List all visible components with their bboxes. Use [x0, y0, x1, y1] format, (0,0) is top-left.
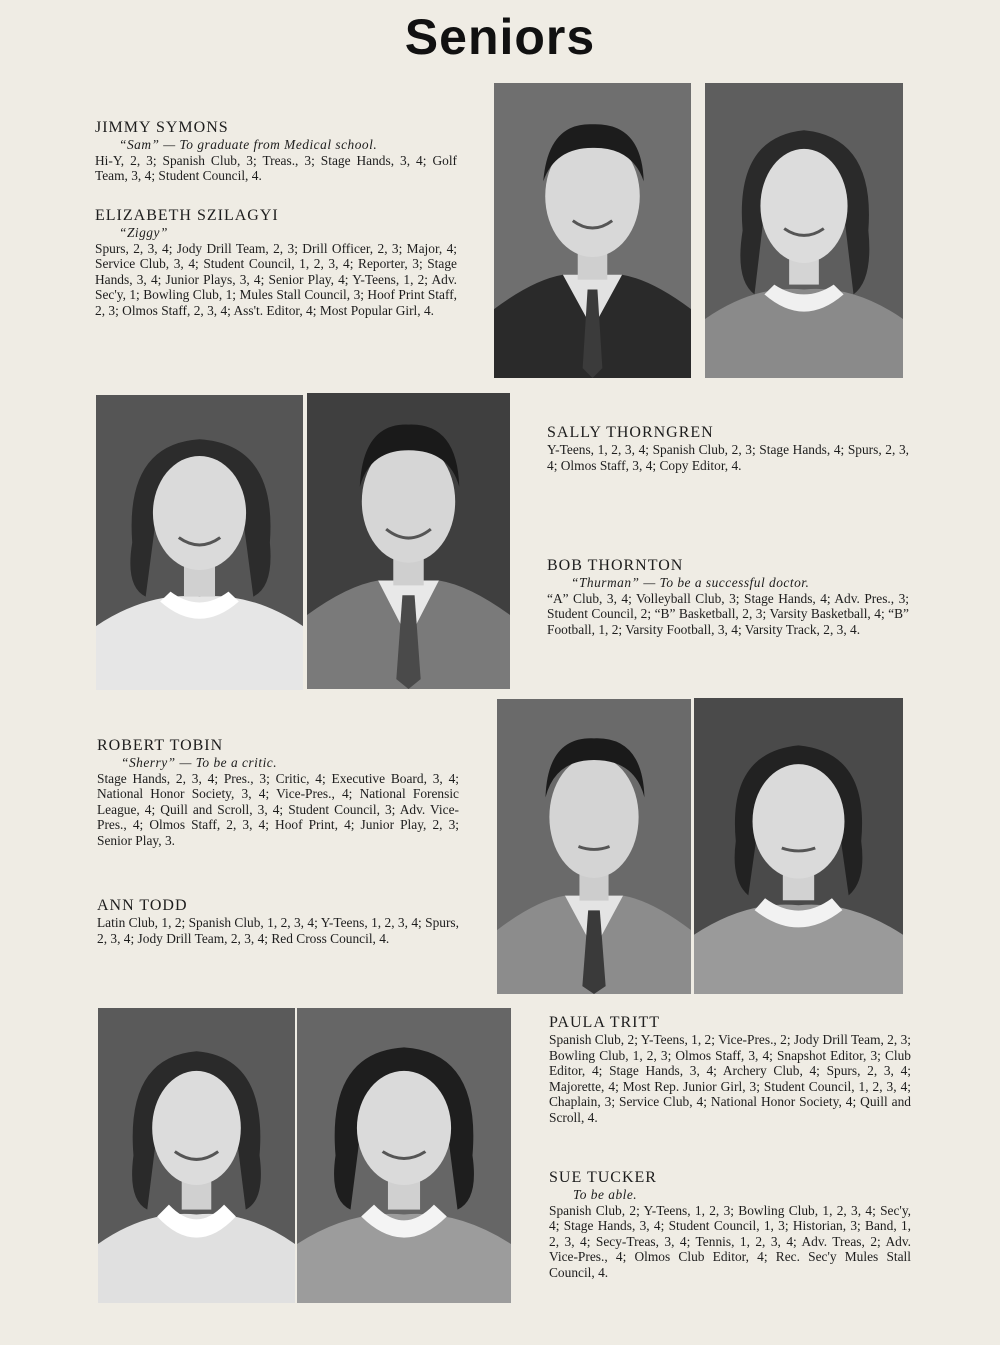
senior-activities: “A” Club, 3, 4; Volleyball Club, 3; Stage Hands, 4; Adv. Pres., 3; Student Council, 2; “B” Basketball, 2, 3; Varsity Basketball, 4; “B” Football, 1, 2; Varsity Football, 3, 4; Varsity Track, 2, 3, 4. — [547, 590, 909, 637]
senior-nickname: To be able. — [573, 1187, 638, 1202]
page-title: Seniors — [404, 9, 596, 65]
senior-name: BOB THORNTON — [547, 557, 684, 574]
portrait-photo-symons — [494, 83, 691, 378]
portrait-photo-tritt — [98, 1008, 295, 1303]
senior-nickname: “Ziggy” — [119, 225, 168, 240]
senior-activities: Y-Teens, 1, 2, 3, 4; Spanish Club, 2, 3; Stage Hands, 4; Spurs, 2, 3, 4; Olmos Staff, 3, 4; Copy Editor, 4. — [547, 442, 909, 473]
senior-activities: Stage Hands, 2, 3, 4; Pres., 3; Critic, 4; Executive Board, 3, 4; National Honor Society, 3, 4; Vice-Pres., 4; National Forensic League, 4; Quill and Scroll, 3, 4; Student Council, 3; Adv. Vice-Pres., 4; Olmos Staff, 2, 3, 4; Hoof Print, 4; Junior Play, 2, 3; Senior Play, 3. — [97, 770, 459, 848]
senior-entry-symons — [95, 118, 457, 184]
senior-nickname: “Thurman” — To be a successful doctor. — [571, 575, 810, 590]
senior-entry-tucker — [549, 1168, 911, 1281]
portrait-photo-tucker — [297, 1008, 511, 1303]
senior-activities: Latin Club, 1, 2; Spanish Club, 1, 2, 3, 4; Y-Teens, 1, 2, 3, 4; Spurs, 2, 3, 4; Jody Drill Team, 2, 3, 4; Red Cross Council, 4. — [97, 915, 459, 946]
senior-name: SUE TUCKER — [549, 1169, 657, 1186]
senior-entry-tobin — [97, 736, 459, 849]
senior-nickname: “Sherry” — To be a critic. — [121, 755, 278, 770]
senior-entry-thorngren — [547, 423, 909, 473]
senior-name: JIMMY SYMONS — [95, 119, 229, 136]
senior-entry-todd — [97, 896, 459, 946]
senior-activities: Spanish Club, 2; Y-Teens, 1, 2; Vice-Pres., 2; Jody Drill Team, 2, 3; Bowling Club, 1, 2, 3; Olmos Staff, 3, 4; Snapshot Editor, 3; Club Editor, 4; Stage Hands, 3, 4; Archery Club, 4; Spurs, 2, 3, 4; Majorette, 4; Most Rep. Junior Girl, 3; Student Council, 1, 2, 3, 4; Chaplain, 3; Service Club, 4; National Honor Society, 4; Quill and Scroll, 4. — [549, 1032, 911, 1125]
portrait-photo-thorngren — [96, 395, 303, 690]
senior-name: ROBERT TOBIN — [97, 737, 224, 754]
senior-name: PAULA TRITT — [549, 1014, 661, 1031]
portrait-photo-szilagyi — [705, 83, 903, 378]
portrait-photo-tobin — [497, 699, 691, 994]
senior-name: SALLY THORNGREN — [547, 424, 714, 441]
senior-activities: Spanish Club, 2; Y-Teens, 1, 2, 3; Bowling Club, 1, 2, 3, 4; Sec'y, 4; Stage Hands, 3, 4; Student Council, 1, 3; Historian, 3; Band, 1, 2, 3, 4; Secy-Treas, 3, 4; Tennis, 1, 2, 3, 4; Adv. Treas, 2; Adv. Vice-Pres., 4; Olmos Club Editor, 4; Rec. Sec'y Mules Stall Council, 4. — [549, 1202, 911, 1280]
senior-activities: Spurs, 2, 3, 4; Jody Drill Team, 2, 3; Drill Officer, 2, 3; Major, 4; Service Club, 3, 4; Student Council, 1, 2, 3, 4; Reporter, 3; Stage Hands, 3, 4; Junior Plays, 3, 4; Senior Play, 4; Y-Teens, 1, 2; Adv. Sec'y, 1; Bowling Club, 1; Mules Stall Council, 3; Hoof Print Staff, 2, 3; Olmos Staff, 2, 3, 4; Ass't. Editor, 4; Most Popular Girl, 4. — [95, 240, 457, 318]
senior-entry-thornton — [547, 556, 909, 637]
senior-entry-szilagyi — [95, 206, 457, 319]
senior-name: ELIZABETH SZILAGYI — [95, 207, 279, 224]
senior-nickname: “Sam” — To graduate from Medical school. — [119, 137, 378, 152]
senior-activities: Hi-Y, 2, 3; Spanish Club, 3; Treas., 3; Stage Hands, 3, 4; Golf Team, 3, 4; Student Council, 4. — [95, 152, 457, 184]
senior-name: ANN TODD — [97, 897, 188, 914]
senior-entry-tritt — [549, 1013, 911, 1126]
portrait-photo-todd — [694, 698, 903, 994]
portrait-photo-thornton — [307, 393, 510, 689]
